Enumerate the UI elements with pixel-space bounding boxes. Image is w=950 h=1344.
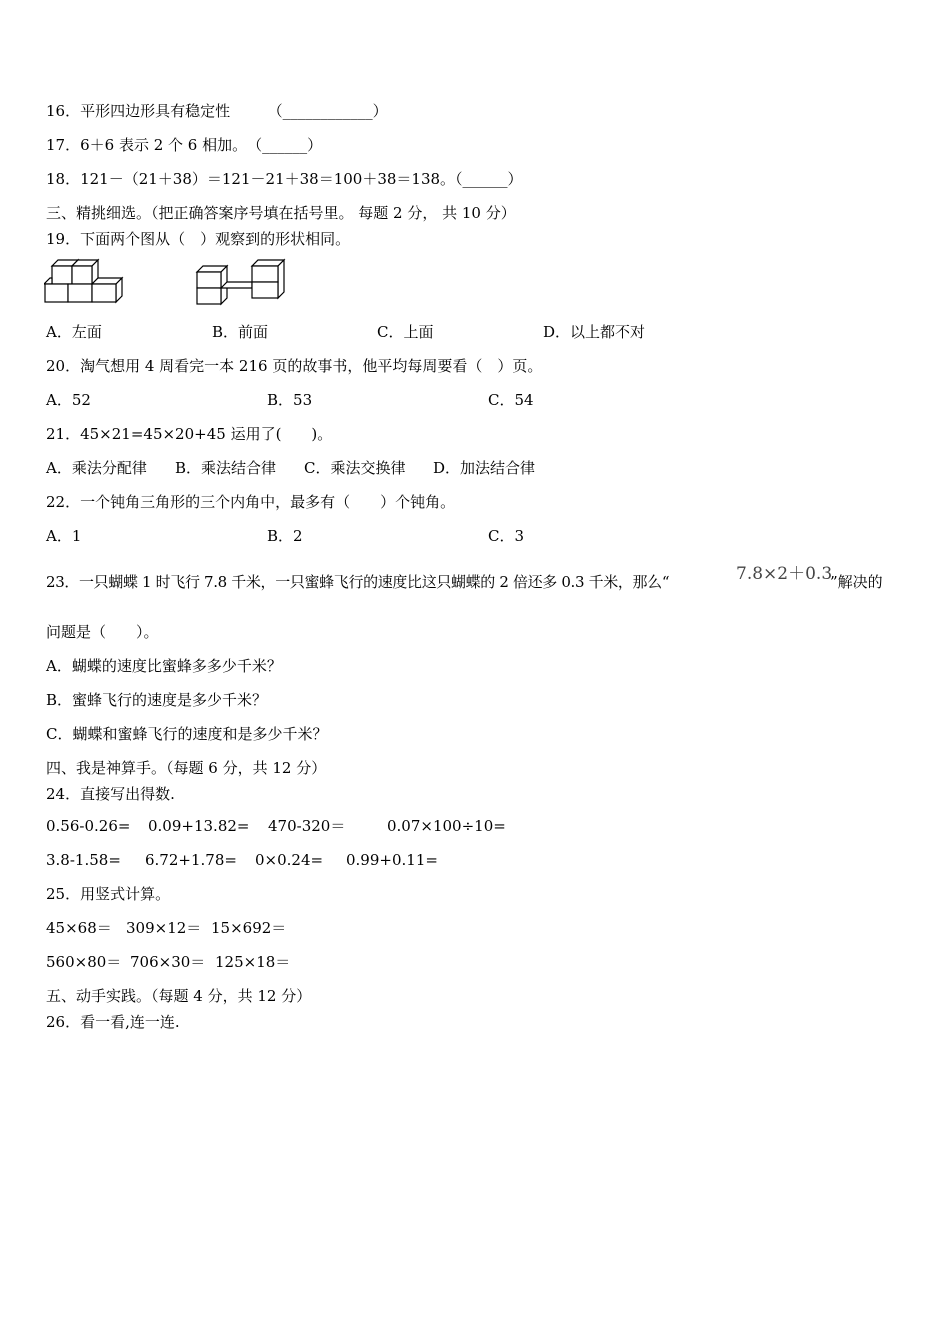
question-19-stem: 19．下面两个图从（ ）观察到的形状相同。 (46, 230, 351, 248)
question-23-stem-b: ”解决的 (830, 573, 883, 591)
question-23-formula: 7.8×2＋0.3 (736, 564, 833, 584)
question-22-stem: 22．一个钝角三角形的三个内角中，最多有（ ）个钝角。 (46, 493, 456, 511)
question-21-option-b[interactable]: B．乘法结合律 (175, 459, 277, 477)
question-23-stem-c: 问题是（ ）。 (46, 623, 159, 641)
question-17: 17．6＋6 表示 2 个 6 相加。 （______） (46, 136, 323, 154)
question-23-option-c[interactable]: C．蝴蝶和蜜蜂飞行的速度和是多少千米？ (46, 725, 328, 743)
section-3-heading: 三、精挑细选。（把正确答案序号填在括号里。 每题 2 分， 共 10 分） (46, 204, 516, 222)
question-21-option-d[interactable]: D．加法结合律 (433, 459, 536, 477)
question-24-item: 0.99+0.11= (346, 851, 438, 869)
question-24-stem: 24．直接写出得数. (46, 785, 175, 803)
question-23-stem-a: 23．一只蝴蝶 1 时飞行 7.8 千米，一只蜜蜂飞行的速度比这只蝴蝶的 2 倍还多 0.3 千米，那么“ (46, 573, 670, 591)
question-20-option-c[interactable]: C．54 (488, 391, 534, 409)
question-26-stem: 26．看一看,连一连. (46, 1013, 180, 1031)
question-22-option-a[interactable]: A．1 (46, 527, 82, 545)
cube-figure-2 (194, 258, 288, 306)
question-24-item: 0.09+13.82= (148, 817, 250, 835)
question-24-item: 0.07×100÷10= (387, 817, 506, 835)
question-20-option-b[interactable]: B．53 (267, 391, 313, 409)
question-21-option-c[interactable]: C．乘法交换律 (304, 459, 406, 477)
question-22-option-b[interactable]: B．2 (267, 527, 303, 545)
question-24-item: 0×0.24= (255, 851, 324, 869)
question-19-option-c[interactable]: C．上面 (377, 323, 434, 341)
section-5-heading: 五、动手实践。（每题 4 分，共 12 分） (46, 987, 312, 1005)
question-19-option-a[interactable]: A．左面 (46, 323, 102, 341)
question-25-item: 706×30＝ (130, 953, 206, 971)
question-24-item: 6.72+1.78= (145, 851, 237, 869)
question-20-stem: 20．淘气想用 4 周看完一本 216 页的故事书，他平均每周要看（ ）页。 (46, 357, 543, 375)
question-20-option-a[interactable]: A．52 (46, 391, 91, 409)
question-24-item: 470-320＝ (268, 817, 346, 835)
question-24-item: 3.8-1.58= (46, 851, 121, 869)
question-25-item: 309×12＝ (126, 919, 202, 937)
question-21-stem: 21．45×21=45×20+45 运用了( )。 (46, 425, 333, 443)
question-23-option-b[interactable]: B．蜜蜂飞行的速度是多少千米？ (46, 691, 268, 709)
question-19-option-b[interactable]: B．前面 (212, 323, 269, 341)
question-18: 18．121－（21＋38）＝121－21＋38＝100＋38＝138。（______） (46, 170, 523, 188)
question-25-item: 125×18＝ (215, 953, 291, 971)
question-25-stem: 25．用竖式计算。 (46, 885, 171, 903)
question-21-option-a[interactable]: A．乘法分配律 (46, 459, 147, 477)
section-4-heading: 四、我是神算手。（每题 6 分，共 12 分） (46, 759, 327, 777)
question-25-item: 45×68＝ (46, 919, 112, 937)
cube-figure-1 (44, 258, 128, 306)
question-22-option-c[interactable]: C．3 (488, 527, 525, 545)
question-24-item: 0.56-0.26= (46, 817, 131, 835)
question-19-option-d[interactable]: D．以上都不对 (543, 323, 646, 341)
question-25-item: 560×80＝ (46, 953, 122, 971)
question-16: 16．平形四边形具有稳定性 （____________） (46, 102, 388, 120)
question-25-item: 15×692＝ (211, 919, 287, 937)
question-23-option-a[interactable]: A．蝴蝶的速度比蜜蜂多多少千米？ (46, 657, 282, 675)
